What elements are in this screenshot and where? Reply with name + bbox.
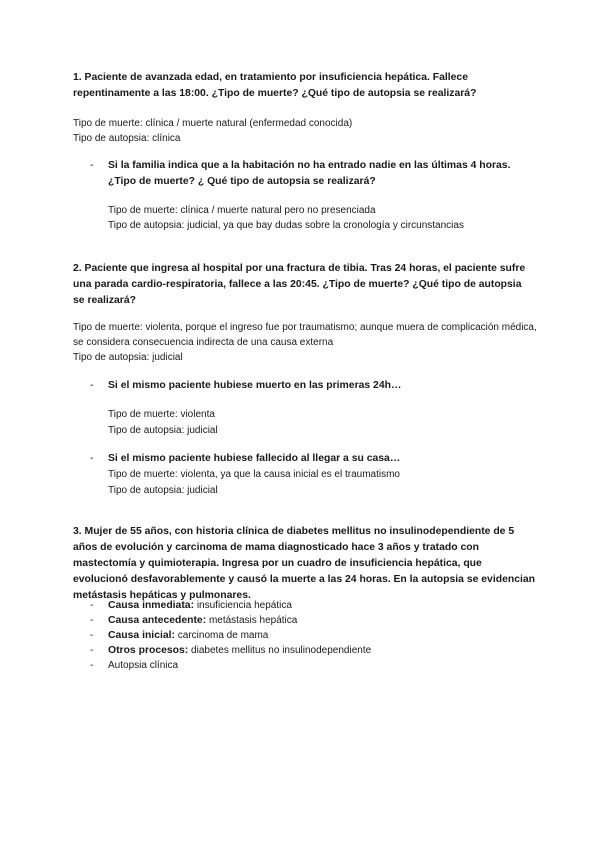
list-item-value: Autopsia clínica bbox=[108, 660, 179, 671]
question-1-bullet bbox=[90, 158, 530, 190]
list-item-label: Otros procesos: bbox=[108, 645, 189, 656]
bullet-dash: - bbox=[90, 660, 94, 671]
list-item-value: carcinoma de mama bbox=[175, 630, 269, 641]
list-item bbox=[90, 629, 530, 644]
bullet-dash: - bbox=[90, 645, 94, 656]
list-item bbox=[90, 644, 530, 659]
question-2-bullet-1-question: Si el mismo paciente hubiese muerto en las primeras 24h… bbox=[108, 380, 402, 391]
question-1-death-type: Tipo de muerte: clínica / muerte natural (enfermedad conocida) bbox=[73, 118, 353, 129]
question-2-death-type: Tipo de muerte: violenta, porque el ingreso fue por traumatismo; aunque muera de complicación médica, se considera consecuencia indirecta de una causa externa bbox=[73, 322, 537, 348]
question-2-bullet-1-autopsy-type: Tipo de autopsia: judicial bbox=[108, 425, 218, 436]
question-2-bullet-2-death-type: Tipo de muerte: violenta, ya que la causa inicial es el traumatismo bbox=[108, 469, 400, 480]
bullet-dash: - bbox=[90, 630, 94, 641]
list-item-value: metástasis hepática bbox=[206, 615, 298, 626]
question-2-bullet-2-autopsy-type: Tipo de autopsia: judicial bbox=[108, 485, 218, 496]
question-1-bullet-question: Si la familia indica que a la habitación no ha entrado nadie en las últimas 4 horas. ¿Tipo de muerte? ¿ Qué tipo de autopsia se realizará? bbox=[108, 160, 511, 187]
question-2-bullet-1 bbox=[90, 378, 530, 394]
bullet-dash: - bbox=[90, 380, 94, 391]
bullet-dash: - bbox=[90, 160, 94, 171]
list-item bbox=[90, 614, 530, 629]
list-item-value: insuficiencia hepática bbox=[194, 600, 292, 611]
list-item-label: Causa inicial: bbox=[108, 630, 175, 641]
question-1-title: 1. Paciente de avanzada edad, en tratamiento por insuficiencia hepática. Fallece repentinamente a las 18:00. ¿Tipo de muerte? ¿Qué tipo de autopsia se realizará? bbox=[73, 72, 477, 99]
list-item-label: Causa inmediata: bbox=[108, 600, 195, 611]
list-item bbox=[90, 599, 530, 614]
question-3-title: 3. Mujer de 55 años, con historia clínica de diabetes mellitus no insulinodependiente de 5 años de evolución y carcinoma de mama diagnosticado hace 3 años y tratado con mastectomía y quimioterapia. Ingresa por un cuadro de insuficiencia hepática, que evolucionó desfavorablemente y causó la muerte a las 24 horas. En la autopsia se evidencian metástasis hepáticas y pulmonares. bbox=[73, 526, 535, 601]
bullet-dash: - bbox=[90, 600, 94, 611]
list-item-value: diabetes mellitus no insulinodependiente bbox=[188, 645, 372, 656]
question-2-title: 2. Paciente que ingresa al hospital por una fractura de tibia. Tras 24 horas, el paciente sufre una parada cardio-respiratoria, fallece a las 20:45. ¿Tipo de muerte? ¿Qué tipo de autopsia se realizará? bbox=[73, 263, 526, 306]
question-2-autopsy-type: Tipo de autopsia: judicial bbox=[73, 352, 183, 363]
question-2-bullet-1-death-type: Tipo de muerte: violenta bbox=[108, 409, 215, 420]
question-2-bullet-2 bbox=[90, 451, 530, 467]
bullet-dash: - bbox=[90, 453, 94, 464]
question-1-bullet-death-type: Tipo de muerte: clínica / muerte natural pero no presenciada bbox=[108, 205, 376, 216]
list-item bbox=[90, 659, 530, 674]
question-1-autopsy-type: Tipo de autopsia: clínica bbox=[73, 133, 181, 144]
question-1-bullet-autopsy-type: Tipo de autopsia: judicial, ya que bay dudas sobre la cronología y circunstancias bbox=[108, 220, 464, 231]
list-item-label: Causa antecedente: bbox=[108, 615, 207, 626]
bullet-dash: - bbox=[90, 615, 94, 626]
question-2-bullet-2-question: Si el mismo paciente hubiese fallecido al llegar a su casa… bbox=[108, 453, 401, 464]
